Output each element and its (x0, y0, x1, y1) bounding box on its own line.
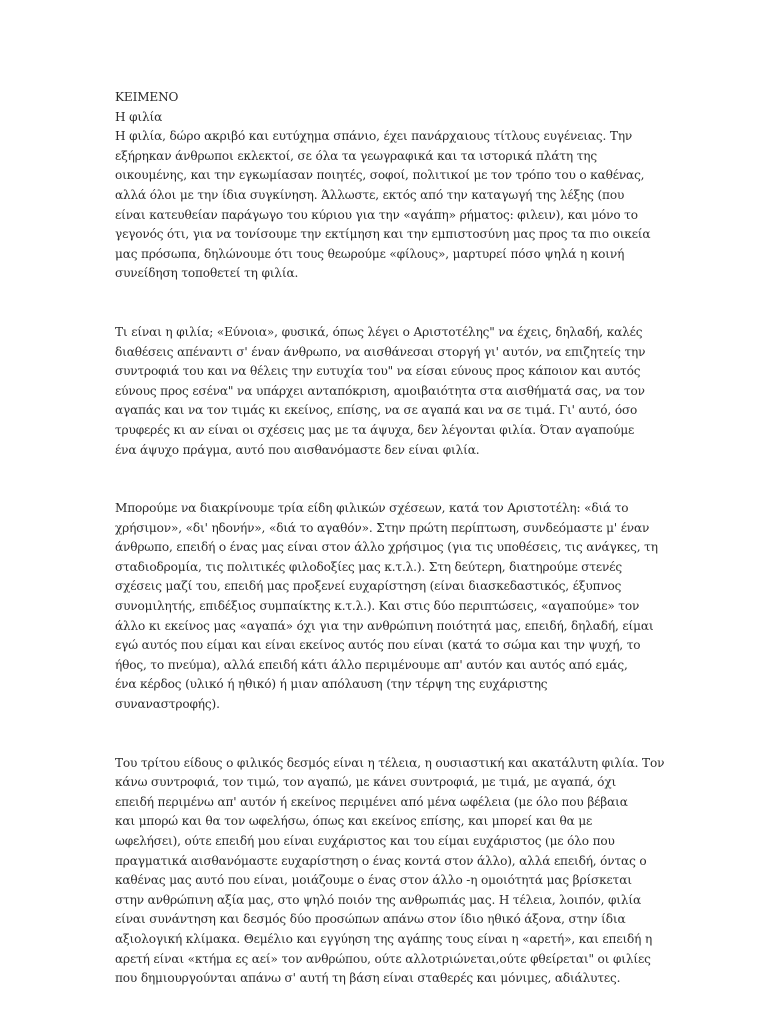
paragraph-line: γεγονός ότι, για να τονίσουμε την εκτίμηση και την εμπιστοσύνη μας προς τα πιο οικεία (115, 227, 651, 242)
paragraph-2 (115, 323, 660, 460)
paragraph-line: Μπορούμε να διακρίνουμε τρία είδη φιλικών σχέσεων, κατά τον Αριστοτέλη: «διά το (115, 501, 629, 516)
paragraph-line: Η φιλία, δώρο ακριβό και ευτύχημα σπάνιο, έχει πανάρχαιους τίτλους ευγένειας. Την (115, 129, 633, 144)
paragraph-line: συνομιλητής, επιδέξιος συμπαίκτης κ.τ.λ.). Και στις δύο περιπτώσεις, «αγαπούμε» τον (115, 599, 640, 614)
paragraph-line: εγώ αυτός που είμαι και είναι εκείνος αυτός που είναι (κατά το σώμα και την ψυχή, το (115, 638, 641, 653)
paragraph-3 (115, 499, 660, 715)
paragraph-line: μας πρόσωπα, δηλώνουμε ότι τους θεωρούμε «φίλους», μαρτυρεί πόσο ψηλά η κοινή (115, 246, 625, 261)
paragraph-line: ένα άψυχο πράγμα, αυτό που αισθανόμαστε δεν είναι φιλία. (115, 442, 480, 457)
paragraph-spacer (115, 284, 660, 323)
paragraph-line: άλλο κι εκείνος μας «αγαπά» όχι για την ανθρώπινη ποιότητά μας, επειδή, δηλαδή, είμαι (115, 618, 654, 633)
paragraph-line: ήθος, το πνεύμα), αλλά επειδή κάτι άλλο περιμένουμε απ' αυτόν και αυτός από εμάς, (115, 657, 628, 672)
paragraph-line: κάνω συντροφιά, τον τιμώ, τον αγαπώ, με κάνει συντροφιά, με τιμά, με αγαπά, όχι (115, 775, 617, 790)
paragraph-line: ένα κέρδος (υλικό ή ηθικό) ή μιαν απόλαυση (την τέρψη της ευχάριστης (115, 677, 548, 692)
paragraph-line: σχέσεις μαζί του, επειδή μας προξενεί ευχαρίστηση (είναι διασκεδαστικός, έξυπνος (115, 579, 622, 594)
paragraph-line: και μπορώ και θα τον ωφελήσω, όπως και εκείνος επίσης, και μπορεί και θα με (115, 814, 593, 829)
document-heading: ΚΕΙΜΕΝΟ (115, 90, 179, 104)
paragraph-line: εξήρηκαν άνθρωποι εκλεκτοί, σε όλα τα γεωγραφικά και τα ιστορικά πλάτη της (115, 148, 597, 163)
paragraph-line: διαθέσεις απέναντι σ' έναν άνθρωπο, να αισθάνεσαι στοργή γι' αυτόν, να επιζητείς την (115, 344, 646, 359)
paragraph-line: συντροφιά του και να θέλεις την ευτυχία του" να είσαι εύνους προς κάποιον και αυτός (115, 364, 641, 379)
paragraph-line: καθένας μας αυτό που είναι, μοιάζουμε ο ένας στον άλλο -η ομοιότητά μας βρίσκεται (115, 873, 632, 888)
paragraph-spacer (115, 460, 660, 499)
paragraph-line: αλλά όλοι με την ίδια συγκίνηση. Άλλωστε, εκτός από την καταγωγή της λέξης (που (115, 187, 625, 202)
paragraph-line: είναι κατευθείαν παράγωγο του κύριου για την «αγάπη» ρήματος: φιλειν), και μόνο το (115, 207, 638, 222)
paragraph-line: αρετή είναι «κτήμα ες αεί» τον ανθρώπου, ούτε αλλοτριώνεται,ούτε φθείρεται" οι φιλίες (115, 951, 651, 966)
paragraph-line: Τι είναι η φιλία; «Εύνοια», φυσικά, όπως λέγει ο Αριστοτέλης" να έχεις, δηλαδή, καλές (115, 324, 643, 339)
document-title: Η φιλία (115, 109, 163, 124)
paragraph-line: ωφελήσει), ούτε επειδή μου είναι ευχάριστος και του είμαι ευχάριστος (με όλο που (115, 834, 615, 848)
paragraph-line: πραγματικά αισθανόμαστε ευχαρίστηση ο ένας κοντά στον άλλο), αλλά επειδή, όντας ο (115, 853, 647, 868)
paragraph-4 (115, 754, 665, 989)
paragraph-line: οικουμένης, και την εγκωμίασαν ποιητές, σοφοί, πολιτικοί με τον τρόπο του ο καθένας, (115, 168, 645, 183)
paragraph-line: συναναστροφής). (115, 697, 220, 712)
paragraph-line: τρυφερές κι αν είναι οι σχέσεις μας με τα άψυχα, δεν λέγονται φιλία. Όταν αγαπούμε (115, 422, 635, 437)
paragraph-line: Του τρίτου είδους ο φιλικός δεσμός είναι η τέλεια, η ουσιαστική και ακατάλυτη φιλία. Τον (115, 755, 665, 770)
paragraph-line: στην ανθρώπινη αξία μας, στο ψηλό ποιόν της ανθρωπιάς μας. Η τέλεια, λοιπόν, φιλία (115, 892, 642, 907)
document-body (115, 88, 665, 989)
paragraph-line: που δημιουργούνται απάνω σ' αυτή τη βάση είναι σταθερές και μόνιμες, αδιάλυτες. (115, 971, 621, 986)
paragraph-line: αξιολογική κλίμακα. Θεμέλιο και εγγύηση της αγάπης τους είναι η «αρετή», και επειδή η (115, 931, 653, 946)
paragraph-line: χρήσιμον», «δι' ηδονήν», «διά το αγαθόν». Στην πρώτη περίπτωση, συνδεόμαστε μ' έναν (115, 520, 650, 535)
paragraph-1 (115, 127, 660, 284)
paragraph-line: άνθρωπο, επειδή ο ένας μας είναι στον άλλο χρήσιμος (για τις υποθέσεις, τις ανάγκες, τη (115, 540, 658, 555)
paragraph-line: συνείδηση τοποθετεί τη φιλία. (115, 266, 299, 281)
paragraph-line: επειδή περιμένω απ' αυτόν ή εκείνος περιμένει από μένα ωφέλεια (με όλο που βέβαια (115, 794, 628, 809)
paragraph-line: εύνους προς εσένα" να υπάρχει ανταπόκριση, αμοιβαιότητα στα αισθήματά σας, να τον (115, 383, 645, 398)
paragraph-line: αγαπάς και να τον τιμάς κι εκείνος, επίσης, να σε αγαπά και να σε τιμά. Γι' αυτό, όσο (115, 403, 638, 418)
paragraph-line: σταδιοδρομία, τις πολιτικές φιλοδοξίες μας κ.τ.λ.). Στη δεύτερη, διατηρούμε στενές (115, 559, 622, 574)
paragraph-spacer (115, 715, 660, 754)
paragraph-line: είναι συνάντηση και δεσμός δύο προσώπων απάνω στον ίδιο ηθικό άξονα, στην ίδια (115, 912, 626, 927)
